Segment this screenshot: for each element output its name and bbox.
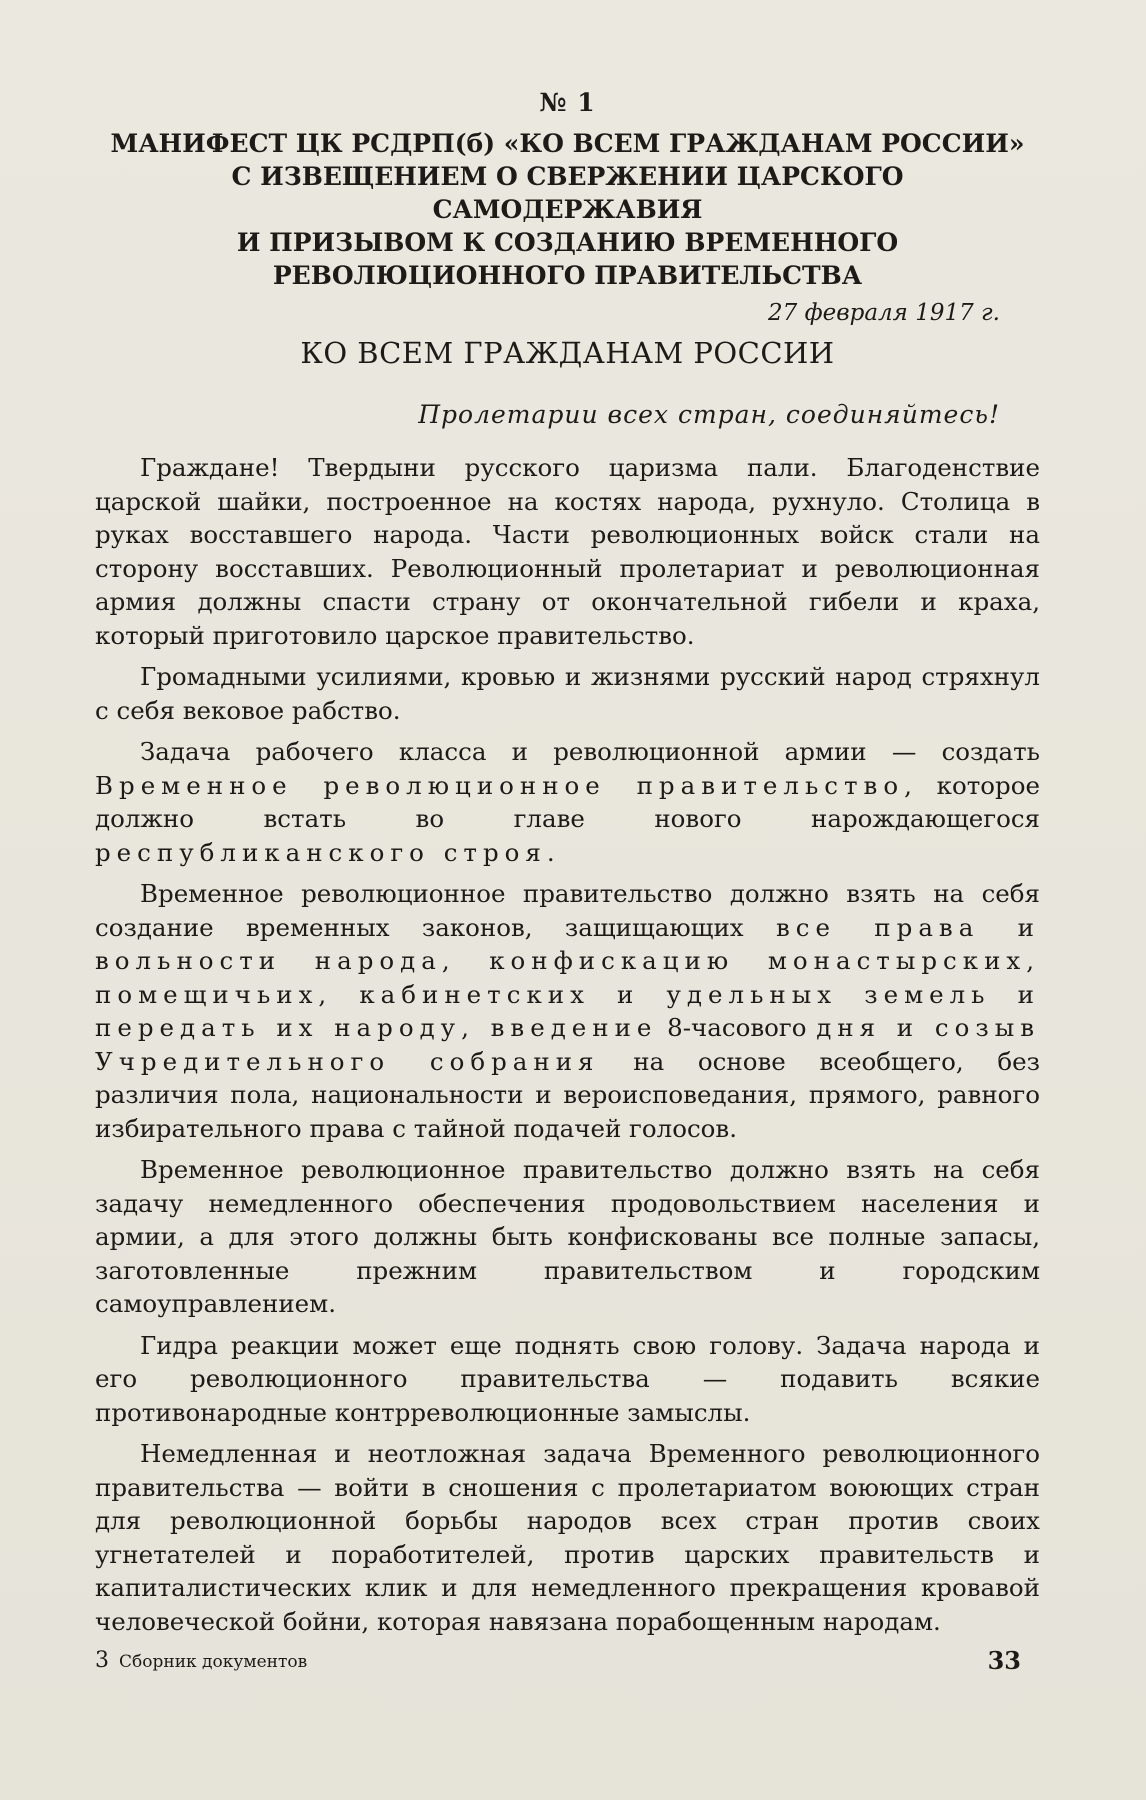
spaced-emphasis: дня и созыв Учредительного собрания (95, 1013, 1040, 1076)
text-run: на основе всеобщего, без различия пола, национальности и вероисповедания, прямого, равного избирательного права с тайной подачей голосов. (95, 1046, 1040, 1143)
paragraph: Немедленная и неотложная задача Временного революционного правительства — войти в сношения с пролетариатом воюющих стран для революционной борьбы народов всех стран против своих угнетателей и поработителей, против царских правительств и капиталистических клик и для немедленного прекращения кровавой человеческой бойни, которая навязана порабощенным народам. (95, 1439, 1040, 1636)
document-heading (95, 127, 1040, 292)
document-body (95, 88, 1040, 1646)
text-run: , которое должно встать во главе нового нарождающегося (95, 770, 1040, 833)
signature-number: 3 (95, 1648, 109, 1673)
paragraph: Громадными усилиями, кровью и жизнями русский народ стряхнул с себя вековое рабство. (95, 662, 1040, 725)
document-date: 27 февраля 1917 г. (768, 300, 1000, 326)
footer-signature (95, 1648, 307, 1673)
slogan: Пролетарии всех стран, соединяйтесь! (418, 400, 1000, 429)
paragraph (95, 877, 1040, 1145)
spaced-emphasis: Временное революционное правительство (95, 770, 905, 800)
heading-line: И ПРИЗЫВОМ К СОЗДАНИЮ ВРЕМЕННОГО (236, 228, 899, 257)
spaced-emphasis: все права и вольности народа, конфискацию монастырских, помещичьих, кабинетских и удельных земель и передать их народу, введение (95, 912, 1040, 1042)
paragraph: Временное революционное правительство должно взять на себя задачу немедленного обеспечения продовольствием населения и армии, а для этого должны быть конфискованы все полные запасы, заготовленные прежним правительством и городским самоуправлением. (95, 1155, 1040, 1318)
heading-line: С ИЗВЕЩЕНИЕМ О СВЕРЖЕНИИ ЦАРСКОГО САМОДЕРЖАВИЯ (231, 162, 904, 224)
spaced-emphasis: республиканского строя. (95, 837, 561, 867)
text-run: 8-часового (667, 1013, 807, 1042)
text-run: Задача рабочего класса и революционной армии — создать (140, 737, 1040, 766)
collection-label: Сборник документов (119, 1652, 308, 1672)
heading-line: РЕВОЛЮЦИОННОГО ПРАВИТЕЛЬСТВА (272, 261, 863, 290)
page-number: 33 (987, 1646, 1021, 1675)
paragraph (95, 735, 1040, 869)
heading-line: МАНИФЕСТ ЦК РСДРП(б) «КО ВСЕМ ГРАЖДАНАМ РОССИИ» (110, 129, 1025, 158)
manifesto-title: КО ВСЕМ ГРАЖДАНАМ РОССИИ (300, 336, 835, 370)
paragraph: Граждане! Твердыни русского царизма пали. Благоденствие царской шайки, построенное на костях народа, рухнуло. Столица в руках восставшего народа. Части революционных войск стали на сторону восставших. Революционный пролетариат и революционная армия должны спасти страну от окончательной гибели и краха, который приготовило царское правительство. (95, 453, 1040, 650)
document-number: № 1 (539, 88, 596, 117)
paragraph: Гидра реакции может еще поднять свою голову. Задача народа и его революционного правительства — подавить всякие противонародные контрреволюционные замыслы. (95, 1330, 1040, 1427)
text-run: Временное революционное правительство должно взять на себя создание временных законов, защищающих (95, 879, 1040, 942)
